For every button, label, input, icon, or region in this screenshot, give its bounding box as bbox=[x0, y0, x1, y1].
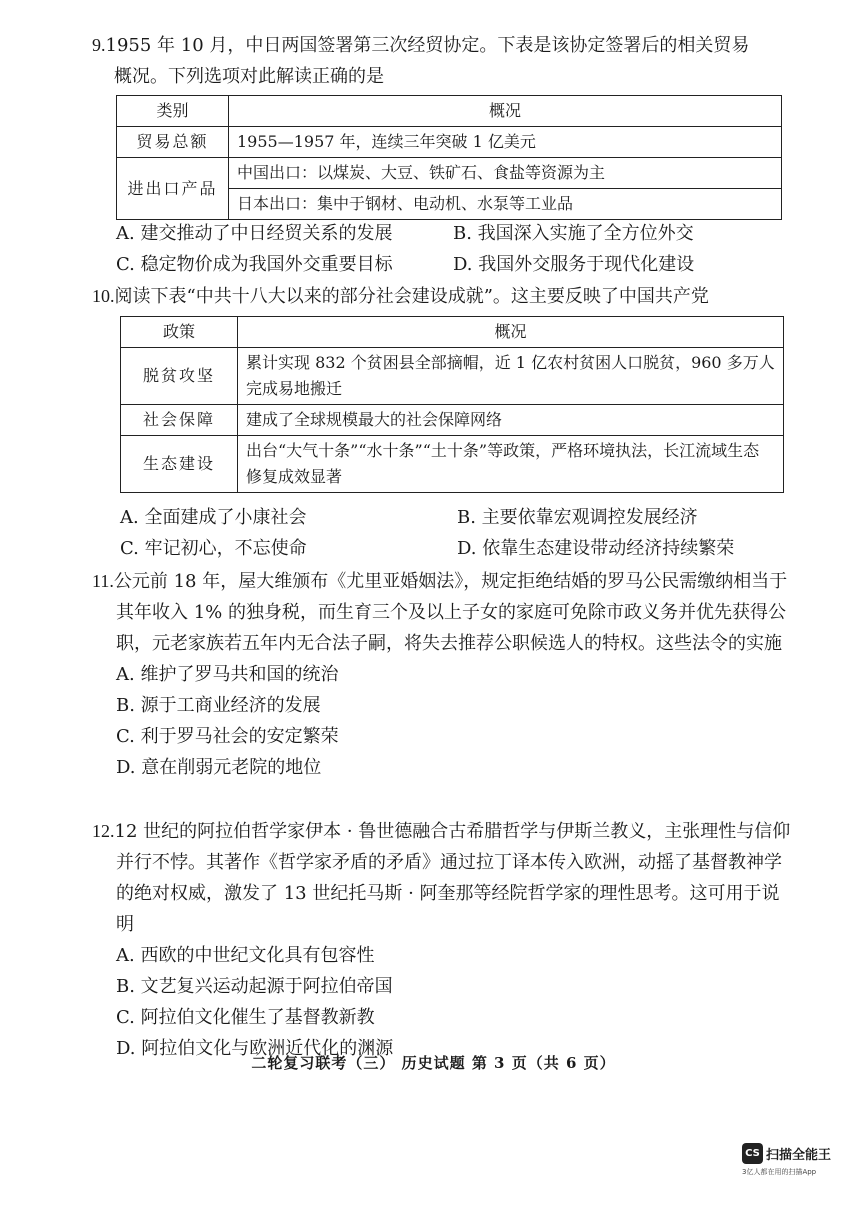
table-cell: 日本出口：集中于钢材、电动机、水泵等工业品 bbox=[229, 189, 782, 220]
question-number: 10. bbox=[92, 286, 115, 306]
option-d[interactable]: D. 意在削弱元老院的地位 bbox=[116, 757, 322, 778]
watermark-name: 扫描全能王 bbox=[766, 1148, 832, 1163]
table-header: 概况 bbox=[238, 317, 784, 348]
question-stem-line: 1955 年 10 月，中日两国签署第三次经贸协定。下表是该协定签署后的相关贸易 bbox=[105, 35, 750, 56]
option-d[interactable]: D. 阿拉伯文化与欧洲近代化的渊源 bbox=[116, 1038, 394, 1059]
question-10 bbox=[92, 281, 792, 312]
q10-options bbox=[120, 502, 820, 564]
question-stem: 公元前 18 年，屋大维颁布《尤里亚婚姻法》，规定拒绝结婚的罗马公民需缴纳相当于其年收入 1% 的独身税，而生育三个及以上子女的家庭可免除市政义务并优先获得公职，元老家族若五年内无合法子嗣，将失去推荐公职候选人的特权。这些法令的实施 bbox=[113, 571, 788, 654]
table-cell: 出台“大气十条”“水十条”“土十条”等政策，严格环境执法，长江流域生态修复成效显著 bbox=[238, 436, 784, 493]
option-b[interactable]: B. 文艺复兴运动起源于阿拉伯帝国 bbox=[116, 976, 393, 997]
option-c[interactable]: C. 牢记初心，不忘使命 bbox=[120, 538, 307, 559]
option-b[interactable]: B. 我国深入实施了全方位外交 bbox=[453, 223, 694, 244]
question-9 bbox=[92, 30, 792, 92]
table-cell: 贸易总额 bbox=[117, 127, 229, 158]
q9-options bbox=[116, 218, 816, 280]
option-a[interactable]: A. 建交推动了中日经贸关系的发展 bbox=[116, 223, 393, 244]
trade-table bbox=[116, 95, 782, 220]
option-a[interactable]: A. 西欧的中世纪文化具有包容性 bbox=[116, 945, 375, 966]
option-a[interactable]: A. 全面建成了小康社会 bbox=[120, 507, 307, 528]
question-number: 11. bbox=[92, 571, 114, 591]
question-number: 9. bbox=[92, 35, 106, 55]
achievements-table bbox=[120, 316, 784, 493]
option-d[interactable]: D. 我国外交服务于现代化建设 bbox=[453, 254, 695, 275]
table-cell: 建成了全球规模最大的社会保障网络 bbox=[238, 405, 784, 436]
question-number: 12. bbox=[92, 821, 115, 841]
option-c[interactable]: C. 利于罗马社会的安定繁荣 bbox=[116, 726, 339, 747]
question-11 bbox=[92, 566, 794, 783]
question-stem: 12 世纪的阿拉伯哲学家伊本 · 鲁世德融合古希腊哲学与伊斯兰教义，主张理性与信仰并行不悖。其著作《哲学家矛盾的矛盾》通过拉丁译本传入欧洲，动摇了基督教神学的绝对权威，激发了 13 世纪托马斯 · 阿奎那等经院哲学家的理性思考。这可用于说明 bbox=[114, 821, 791, 935]
option-d[interactable]: D. 依靠生态建设带动经济持续繁荣 bbox=[457, 538, 735, 559]
table-cell: 社会保障 bbox=[121, 405, 238, 436]
watermark-tagline: 3亿人都在用的扫描App bbox=[742, 1168, 817, 1176]
question-stem-line: 概况。下列选项对此解读正确的是 bbox=[114, 66, 384, 87]
table-header: 类别 bbox=[117, 96, 229, 127]
option-b[interactable]: B. 源于工商业经济的发展 bbox=[116, 695, 321, 716]
page-footer: 二轮复习联考（三） 历史试题 第 3 页（共 6 页） bbox=[251, 1054, 616, 1072]
question-12 bbox=[92, 816, 794, 1064]
question-stem: 阅读下表“中共十八大以来的部分社会建设成就”。这主要反映了中国共产党 bbox=[114, 286, 709, 307]
table-header: 政策 bbox=[121, 317, 238, 348]
table-cell: 1955—1957 年，连续三年突破 1 亿美元 bbox=[229, 127, 782, 158]
table-cell: 进出口产品 bbox=[117, 158, 229, 220]
option-c[interactable]: C. 阿拉伯文化催生了基督教新教 bbox=[116, 1007, 375, 1028]
scanner-watermark bbox=[742, 1143, 831, 1177]
cs-logo-icon: CS bbox=[742, 1143, 763, 1164]
table-cell: 累计实现 832 个贫困县全部摘帽，近 1 亿农村贫困人口脱贫，960 多万人完成易地搬迁 bbox=[238, 348, 784, 405]
table-cell: 生态建设 bbox=[121, 436, 238, 493]
table-cell: 脱贫攻坚 bbox=[121, 348, 238, 405]
table-header: 概况 bbox=[229, 96, 782, 127]
option-a[interactable]: A. 维护了罗马共和国的统治 bbox=[116, 664, 339, 685]
option-c[interactable]: C. 稳定物价成为我国外交重要目标 bbox=[116, 254, 393, 275]
table-cell: 中国出口：以煤炭、大豆、铁矿石、食盐等资源为主 bbox=[229, 158, 782, 189]
option-b[interactable]: B. 主要依靠宏观调控发展经济 bbox=[457, 507, 698, 528]
